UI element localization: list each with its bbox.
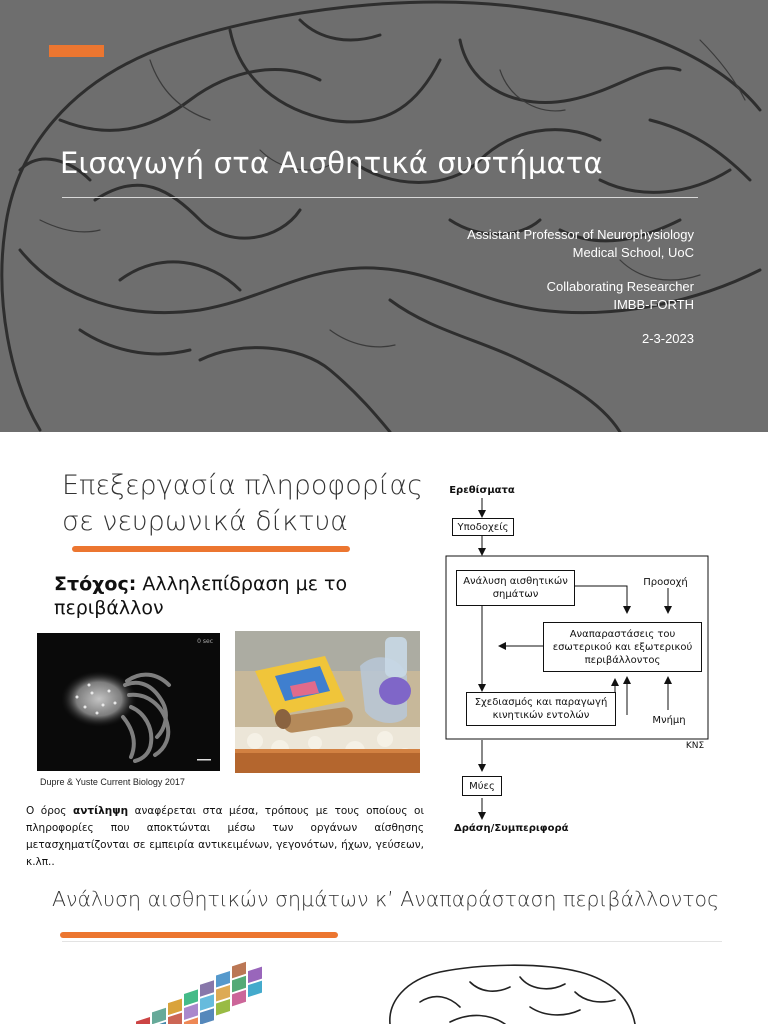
perception-term: αντίληψη: [73, 805, 129, 817]
neuron-timestamp: 0 sec: [197, 638, 213, 645]
info-line-role: Collaborating Researcher: [546, 279, 694, 294]
flow-action: Δράση/Συμπεριφορά: [454, 823, 569, 834]
flow-stimuli: Ερεθίσματα: [449, 485, 515, 496]
title-slide: [0, 0, 768, 432]
image-caption: Dupre & Yuste Current Biology 2017: [40, 777, 185, 787]
image-collage: [110, 944, 270, 1024]
info-line-position: Assistant Professor of Neurophysiology: [467, 227, 694, 242]
flow-attention: Προσοχή: [643, 577, 688, 588]
goal-label: Στόχος:: [54, 573, 137, 595]
mouse-cage-image: [235, 631, 420, 773]
goal-text: Αλληλεπίδραση με το περιβάλλον: [54, 573, 348, 619]
next-slide-divider: [62, 941, 722, 942]
heading-line-1: Επεξεργασία πληροφορίας: [62, 470, 423, 501]
perception-definition: [26, 803, 424, 871]
brain-outline-icon: [380, 962, 640, 1024]
title-divider: [62, 197, 698, 198]
info-line-date: 2-3-2023: [641, 331, 694, 346]
content-slide: [0, 432, 768, 1024]
heading-line-2: σε νευρωνικά δίκτυα: [62, 506, 348, 537]
next-slide-underline: [60, 932, 338, 938]
flow-receptors: Υποδοχείς: [452, 518, 514, 536]
neuron-activity-image: [37, 633, 220, 771]
goal-statement: [54, 572, 354, 620]
perception-prefix: Ο όρος: [26, 805, 67, 817]
info-line-institution: Medical School, UoC: [572, 244, 694, 260]
next-slide-title: Ανάλυση αισθητικών σημάτων κ’ Αναπαράσταση περιβάλλοντος: [52, 887, 720, 911]
accent-bar: [49, 45, 104, 57]
author-info: [467, 226, 694, 348]
flow-cns: ΚΝΣ: [685, 741, 705, 751]
flow-memory: Μνήμη: [652, 715, 686, 726]
slide-title: Εισαγωγή στα Αισθητικά συστήματα: [60, 146, 603, 180]
flow-planning: Σχεδιασμός και παραγωγή κινητικών εντολών: [466, 692, 616, 726]
info-line-institute: IMBB-FORTH: [613, 296, 694, 312]
slide-heading: [62, 468, 423, 540]
heading-underline: [72, 546, 350, 552]
flow-muscles: Μύες: [462, 776, 502, 796]
sensory-flowchart: [440, 480, 720, 840]
perception-text: αναφέρεται στα μέσα, τρόπους με τους οποίους οι πληροφορίες που αποκτώνται μέσω των οργάνων αίσθησης μετασχηματίζονται σε εμπειρία αντικειμένων, γεγονότων, ήχων, γεύσεων, κ.λπ..: [26, 805, 424, 868]
brain-illustration: [0, 0, 768, 432]
flow-representations: Αναπαραστάσεις του εσωτερικού και εξωτερικού περιβάλλοντος: [543, 622, 702, 672]
flow-analysis: Ανάλυση αισθητικών σημάτων: [456, 570, 575, 606]
